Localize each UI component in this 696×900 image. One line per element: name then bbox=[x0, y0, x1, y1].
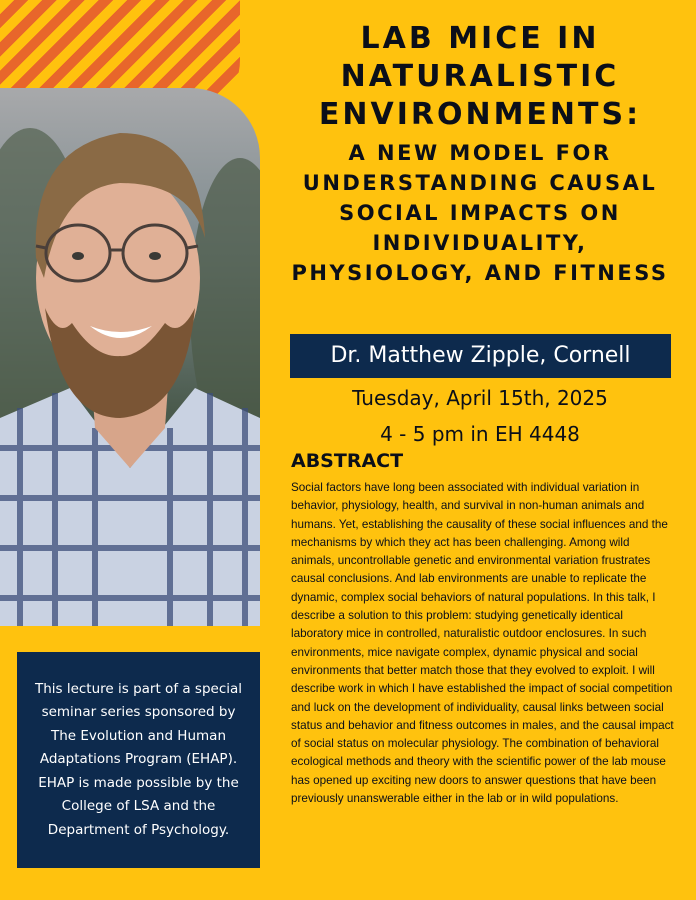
abstract-heading: ABSTRACT bbox=[291, 450, 404, 472]
event-date: Tuesday, April 15th, 2025 bbox=[352, 386, 608, 410]
event-time-location: 4 - 5 pm in EH 4448 bbox=[380, 422, 580, 446]
title-subtitle: A NEW MODEL FOR UNDERSTANDING CAUSAL SOCIAL IMPACTS ON INDIVIDUALITY, PHYSIOLOGY, AND FITNESS bbox=[291, 141, 669, 285]
event-title bbox=[280, 20, 680, 288]
title-main: LAB MICE IN NATURALISTIC ENVIRONMENTS: bbox=[318, 21, 642, 132]
abstract-text: Social factors have long been associated with individual variation in behavior, physiology, health, and survival in non-human animals and humans. Yet, establishing the causality of these social influences and the mechanisms by which they act has been challenging. Among wild animals, uncontrollable genetic and environmental variation frustrates causal conclusions. And lab environments are unable to replicate the dynamic, complex social behaviors of natural populations. In this talk, I describe a solution to this problem: studying genetically identical laboratory mice in controlled, naturalistic outdoor enclosures. In such environments, mice navigate complex, dynamic physical and social environments that better match those that they evolved to exploit. I will describe work in which I have established the impact of social competition and luck on the development of individuality, causal links between social status and behavior and fitness outcomes in males, and the causal impact of social status on molecular physiology. The combination of behavioral ecological methods and theory with the scientific power of the lab mouse has opened up exciting new doors to answer questions that have been previously unanswerable either in the lab or in wild populations. bbox=[291, 481, 674, 806]
speaker-photo bbox=[0, 88, 260, 626]
sponsor-text: This lecture is part of a special seminar series sponsored by The Evolution and Human Adaptations Program (EHAP). EHAP is made possible by the College of LSA and the Department of Psychology. bbox=[34, 680, 243, 838]
sponsor-box bbox=[17, 652, 260, 868]
speaker-name: Dr. Matthew Zipple, Cornell bbox=[290, 334, 671, 378]
